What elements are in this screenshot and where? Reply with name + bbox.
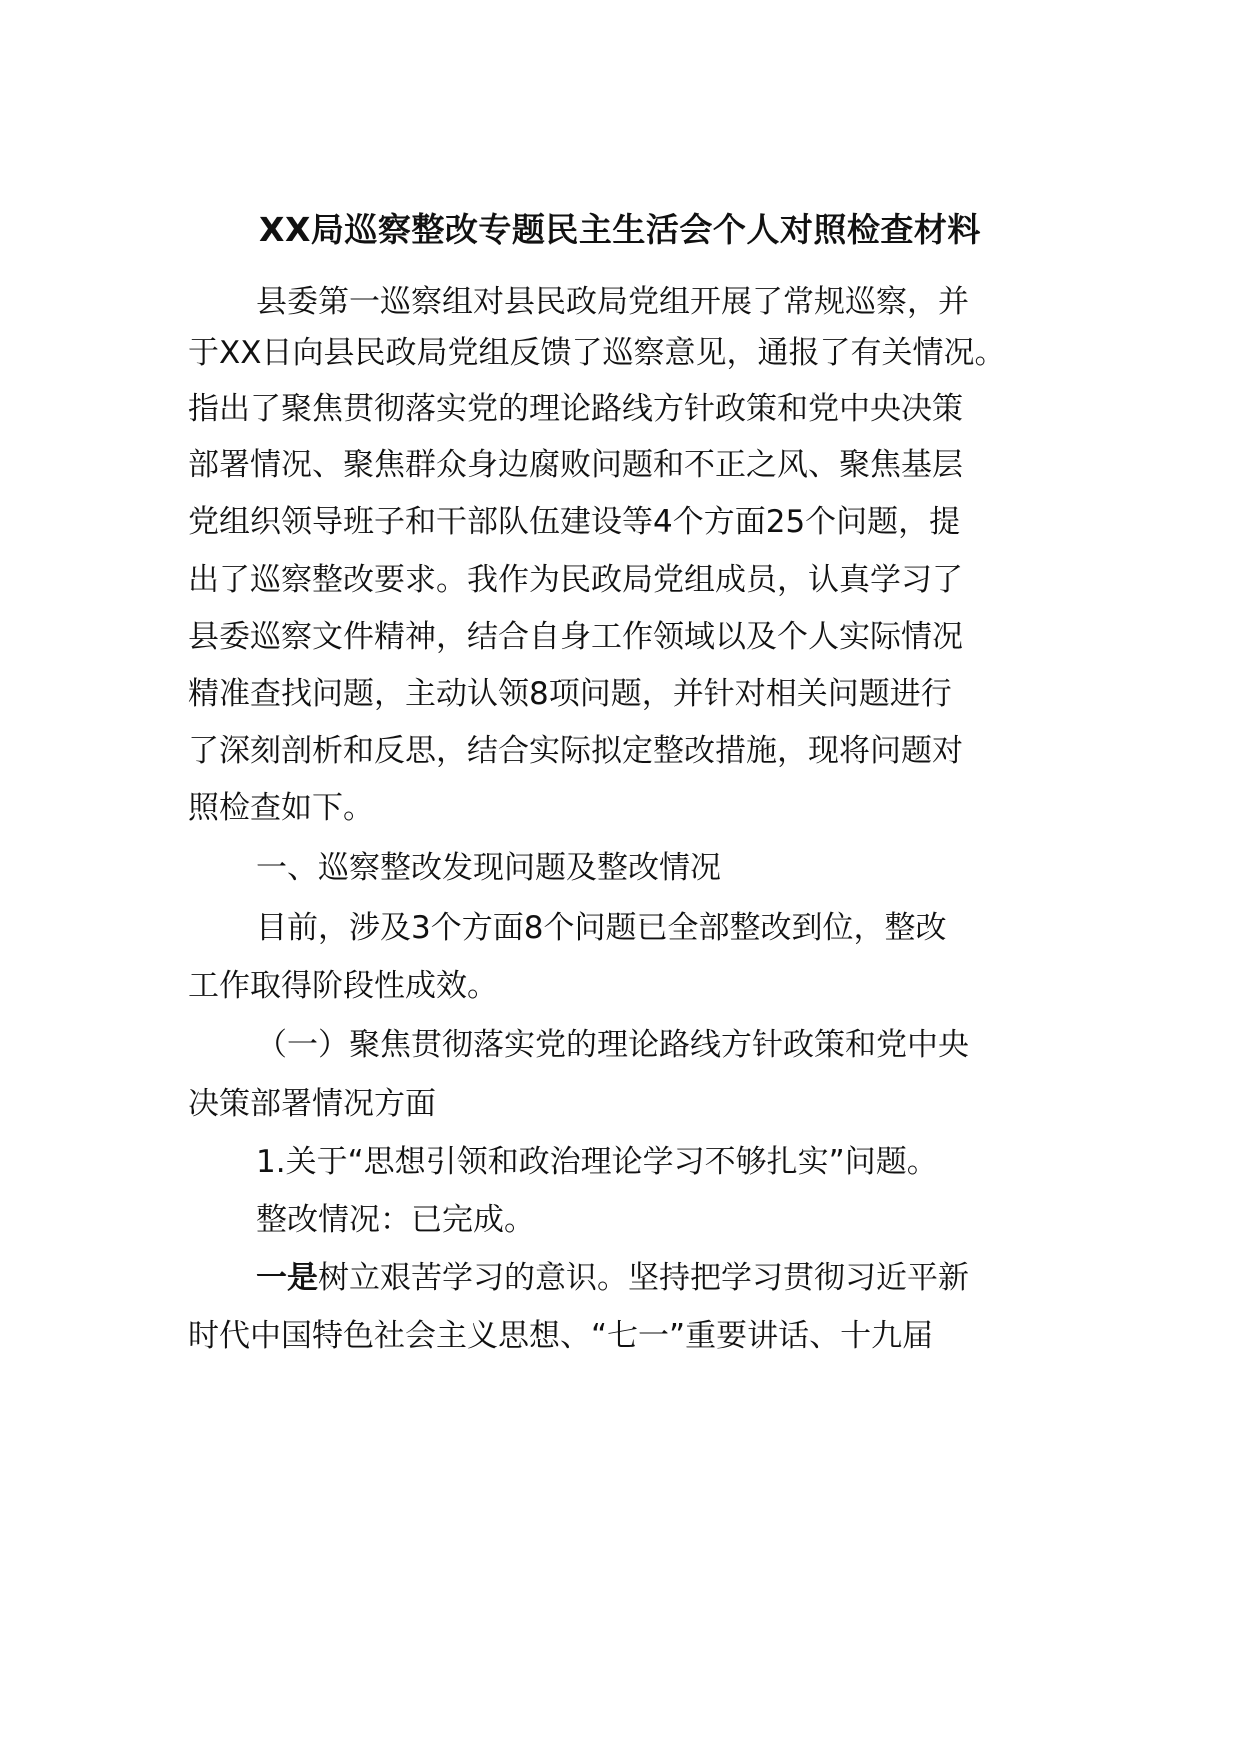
- document-title: XX局巡察整改专题民主生活会个人对照检查材料: [259, 210, 981, 249]
- paragraph-line: 县委巡察文件精神，结合自身工作领域以及个人实际情况: [188, 619, 963, 655]
- paragraph-line: [256, 1254, 969, 1302]
- paragraph-line: 部署情况、聚焦群众身边腐败问题和不正之风、聚焦基层: [188, 447, 963, 483]
- paragraph-line: 县委第一巡察组对县民政局党组开展了常规巡察，并: [256, 284, 969, 320]
- paragraph-line: 于XX日向县民政局党组反馈了巡察意见，通报了有关情况。: [188, 335, 1006, 371]
- paragraph-line: 出了巡察整改要求。我作为民政局党组成员，认真学习了: [188, 562, 963, 598]
- item-heading: 1.关于“思想引领和政治理论学习不够扎实”问题。: [256, 1144, 938, 1180]
- paragraph-line: 时代中国特色社会主义思想、“七一”重要讲话、十九届: [188, 1318, 934, 1354]
- paragraph-line: 工作取得阶段性成效。: [188, 968, 498, 1004]
- subsection-heading: （一）聚焦贯彻落实党的理论路线方针政策和党中央: [256, 1027, 969, 1063]
- paragraph-line: 党组织领导班子和干部队伍建设等4个方面25个问题，提: [188, 504, 961, 540]
- section-heading: 一、巡察整改发现问题及整改情况: [256, 850, 721, 886]
- paragraph-line: 了深刻剖析和反思，结合实际拟定整改措施，现将问题对: [188, 733, 963, 769]
- paragraph-line: 照检查如下。: [188, 790, 374, 826]
- paragraph-text: 树立艰苦学习的意识。坚持把学习贯彻习近平新: [318, 1260, 969, 1296]
- paragraph-line: 指出了聚焦贯彻落实党的理论路线方针政策和党中央决策: [188, 391, 963, 427]
- paragraph-line: 目前，涉及3个方面8个问题已全部整改到位，整改: [256, 910, 947, 946]
- status-line: 整改情况：已完成。: [256, 1202, 535, 1238]
- paragraph-line: 精准查找问题，主动认领8项问题，并针对相关问题进行: [188, 676, 952, 712]
- bold-lead: 一是: [256, 1260, 318, 1296]
- subsection-heading: 决策部署情况方面: [188, 1086, 436, 1122]
